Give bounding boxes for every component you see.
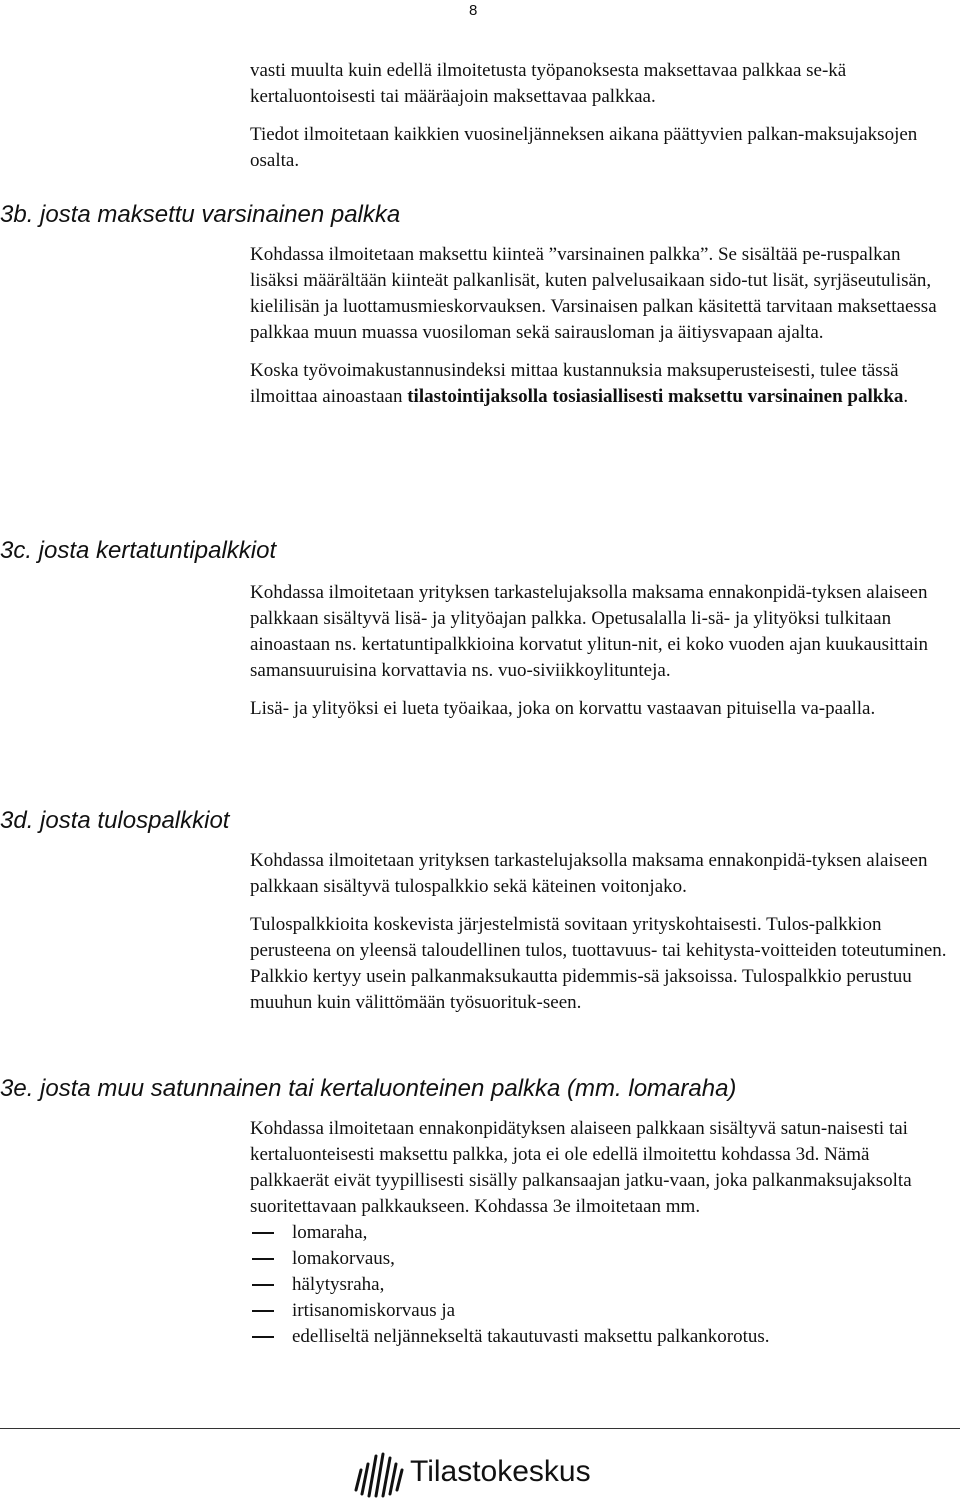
page-number: 8 — [469, 2, 478, 19]
dash-bullet-icon — [252, 1258, 274, 1260]
list-item-text: hälytysraha, — [292, 1274, 385, 1295]
dash-bullet-icon — [252, 1284, 274, 1286]
footer-logo-text: Tilastokeskus — [410, 1455, 591, 1488]
dash-bullet-icon — [252, 1232, 274, 1234]
section-3b-paragraph-1: Kohdassa ilmoitetaan maksettu kiinteä ”varsinainen palkka”. Se sisältää pe-ruspalkan lisäksi määrältään kiinteät palkanlisät, kuten palvelusaikaan sido-tut lisät, syrjäseutulisän, kielilisän ja luottamusmieskorvauksen. Varsinaisen palkan käsitettä tarvitaan maksettaessa palkkaa muun muassa vuosiloman sekä sairausloman ja äitiysvapaan ajalta. — [250, 244, 937, 343]
list-item — [250, 1324, 950, 1350]
list-item-text: irtisanomiskorvaus ja — [292, 1300, 456, 1321]
intro-section — [250, 58, 950, 174]
list-item — [250, 1220, 950, 1246]
section-3b-text: Koska työvoimakustannusindeksi mittaa kustannuksia maksuperusteisesti, tulee tässä ilmoittaa ainoastaan — [250, 360, 899, 407]
section-3e-paragraph-1: Kohdassa ilmoitetaan ennakonpidätyksen alaiseen palkkaan sisältyvä satun-naisesti tai kertaluonteisesti maksettu palkka, jota ei ole edellä ilmoitettu kohdassa 3d. Nämä palkkaerät eivät tyypillisesti sisälly palkansaajan jatku-vaan, joka palkanmaksujaksolta suoritettavaan palkkaukseen. Kohdassa 3e ilmoitetaan mm. — [250, 1118, 912, 1217]
heading-3b: 3b. josta maksettu varsinainen palkka — [0, 201, 401, 228]
dash-bullet-icon — [252, 1336, 274, 1338]
section-3c-paragraph-2: Lisä- ja ylityöksi ei lueta työaikaa, joka on korvattu vastaavan pituisella va-paalla. — [250, 698, 876, 719]
footer-logo — [352, 1450, 622, 1498]
heading-3e: 3e. josta muu satunnainen tai kertaluonteinen palkka (mm. lomaraha) — [0, 1075, 737, 1102]
section-3d-body — [250, 848, 950, 1016]
section-3b-emphasis: tilastointijaksolla tosiasiallisesti maksettu varsinainen palkka — [407, 386, 904, 407]
list-item — [250, 1246, 950, 1272]
dash-bullet-icon — [252, 1310, 274, 1312]
section-3b-body — [250, 242, 950, 410]
section-3d-paragraph-1: Kohdassa ilmoitetaan yrityksen tarkastelujaksolla maksama ennakonpidä-tyksen alaiseen palkkaan sisältyvä tulospalkkio sekä käteinen voitonjako. — [250, 850, 928, 897]
list-item-text: edelliseltä neljännekseltä takautuvasti maksettu palkankorotus. — [292, 1326, 770, 1347]
section-3b-period: . — [903, 386, 909, 407]
section-3e-list — [250, 1220, 950, 1350]
section-3d-paragraph-2: Tulospalkkioita koskevista järjestelmistä sovitaan yrityskohtaisesti. Tulos-palkkion perusteena on yleensä taloudellinen tulos, tuottavuus- tai kehitysta-voitteiden toteutuminen. Palkkio kertyy usein palkanmaksukautta pidemmis-sä jaksoissa. Tulospalkkio perustuu muuhun kuin välittömään työsuorituk-seen. — [250, 914, 947, 1013]
section-3b-paragraph-2 — [250, 358, 950, 410]
section-3e-body — [250, 1116, 950, 1350]
heading-3d: 3d. josta tulospalkkiot — [0, 807, 230, 834]
section-3c-body — [250, 580, 950, 722]
intro-paragraph-2: Tiedot ilmoitetaan kaikkien vuosineljänneksen aikana päättyvien palkan-maksujaksojen osalta. — [250, 124, 918, 171]
list-item-text: lomakorvaus, — [292, 1248, 395, 1269]
intro-paragraph-1: vasti muulta kuin edellä ilmoitetusta työpanoksesta maksettavaa palkkaa se-kä kertaluontoisesti tai määräajoin maksettavaa palkkaa. — [250, 60, 847, 107]
list-item-text: lomaraha, — [292, 1222, 368, 1243]
tilastokeskus-logo-icon — [352, 1450, 410, 1498]
footer-divider — [0, 1428, 960, 1429]
section-3c-paragraph-1: Kohdassa ilmoitetaan yrityksen tarkastelujaksolla maksama ennakonpidä-tyksen alaiseen palkkaan sisältyvä lisä- ja ylityöajan palkka. Opetusalalla li-sä- ja ylityöksi tulkitaan ainoastaan ns. kertatuntipalkkioina korvatut ylitun-nit, ei koko vuoden ajan kuukausittain samansuuruisina korvattavia ns. vuo-siviikkoylitunteja. — [250, 582, 929, 681]
list-item — [250, 1272, 950, 1298]
heading-3c: 3c. josta kertatuntipalkkiot — [0, 537, 277, 564]
list-item — [250, 1298, 950, 1324]
